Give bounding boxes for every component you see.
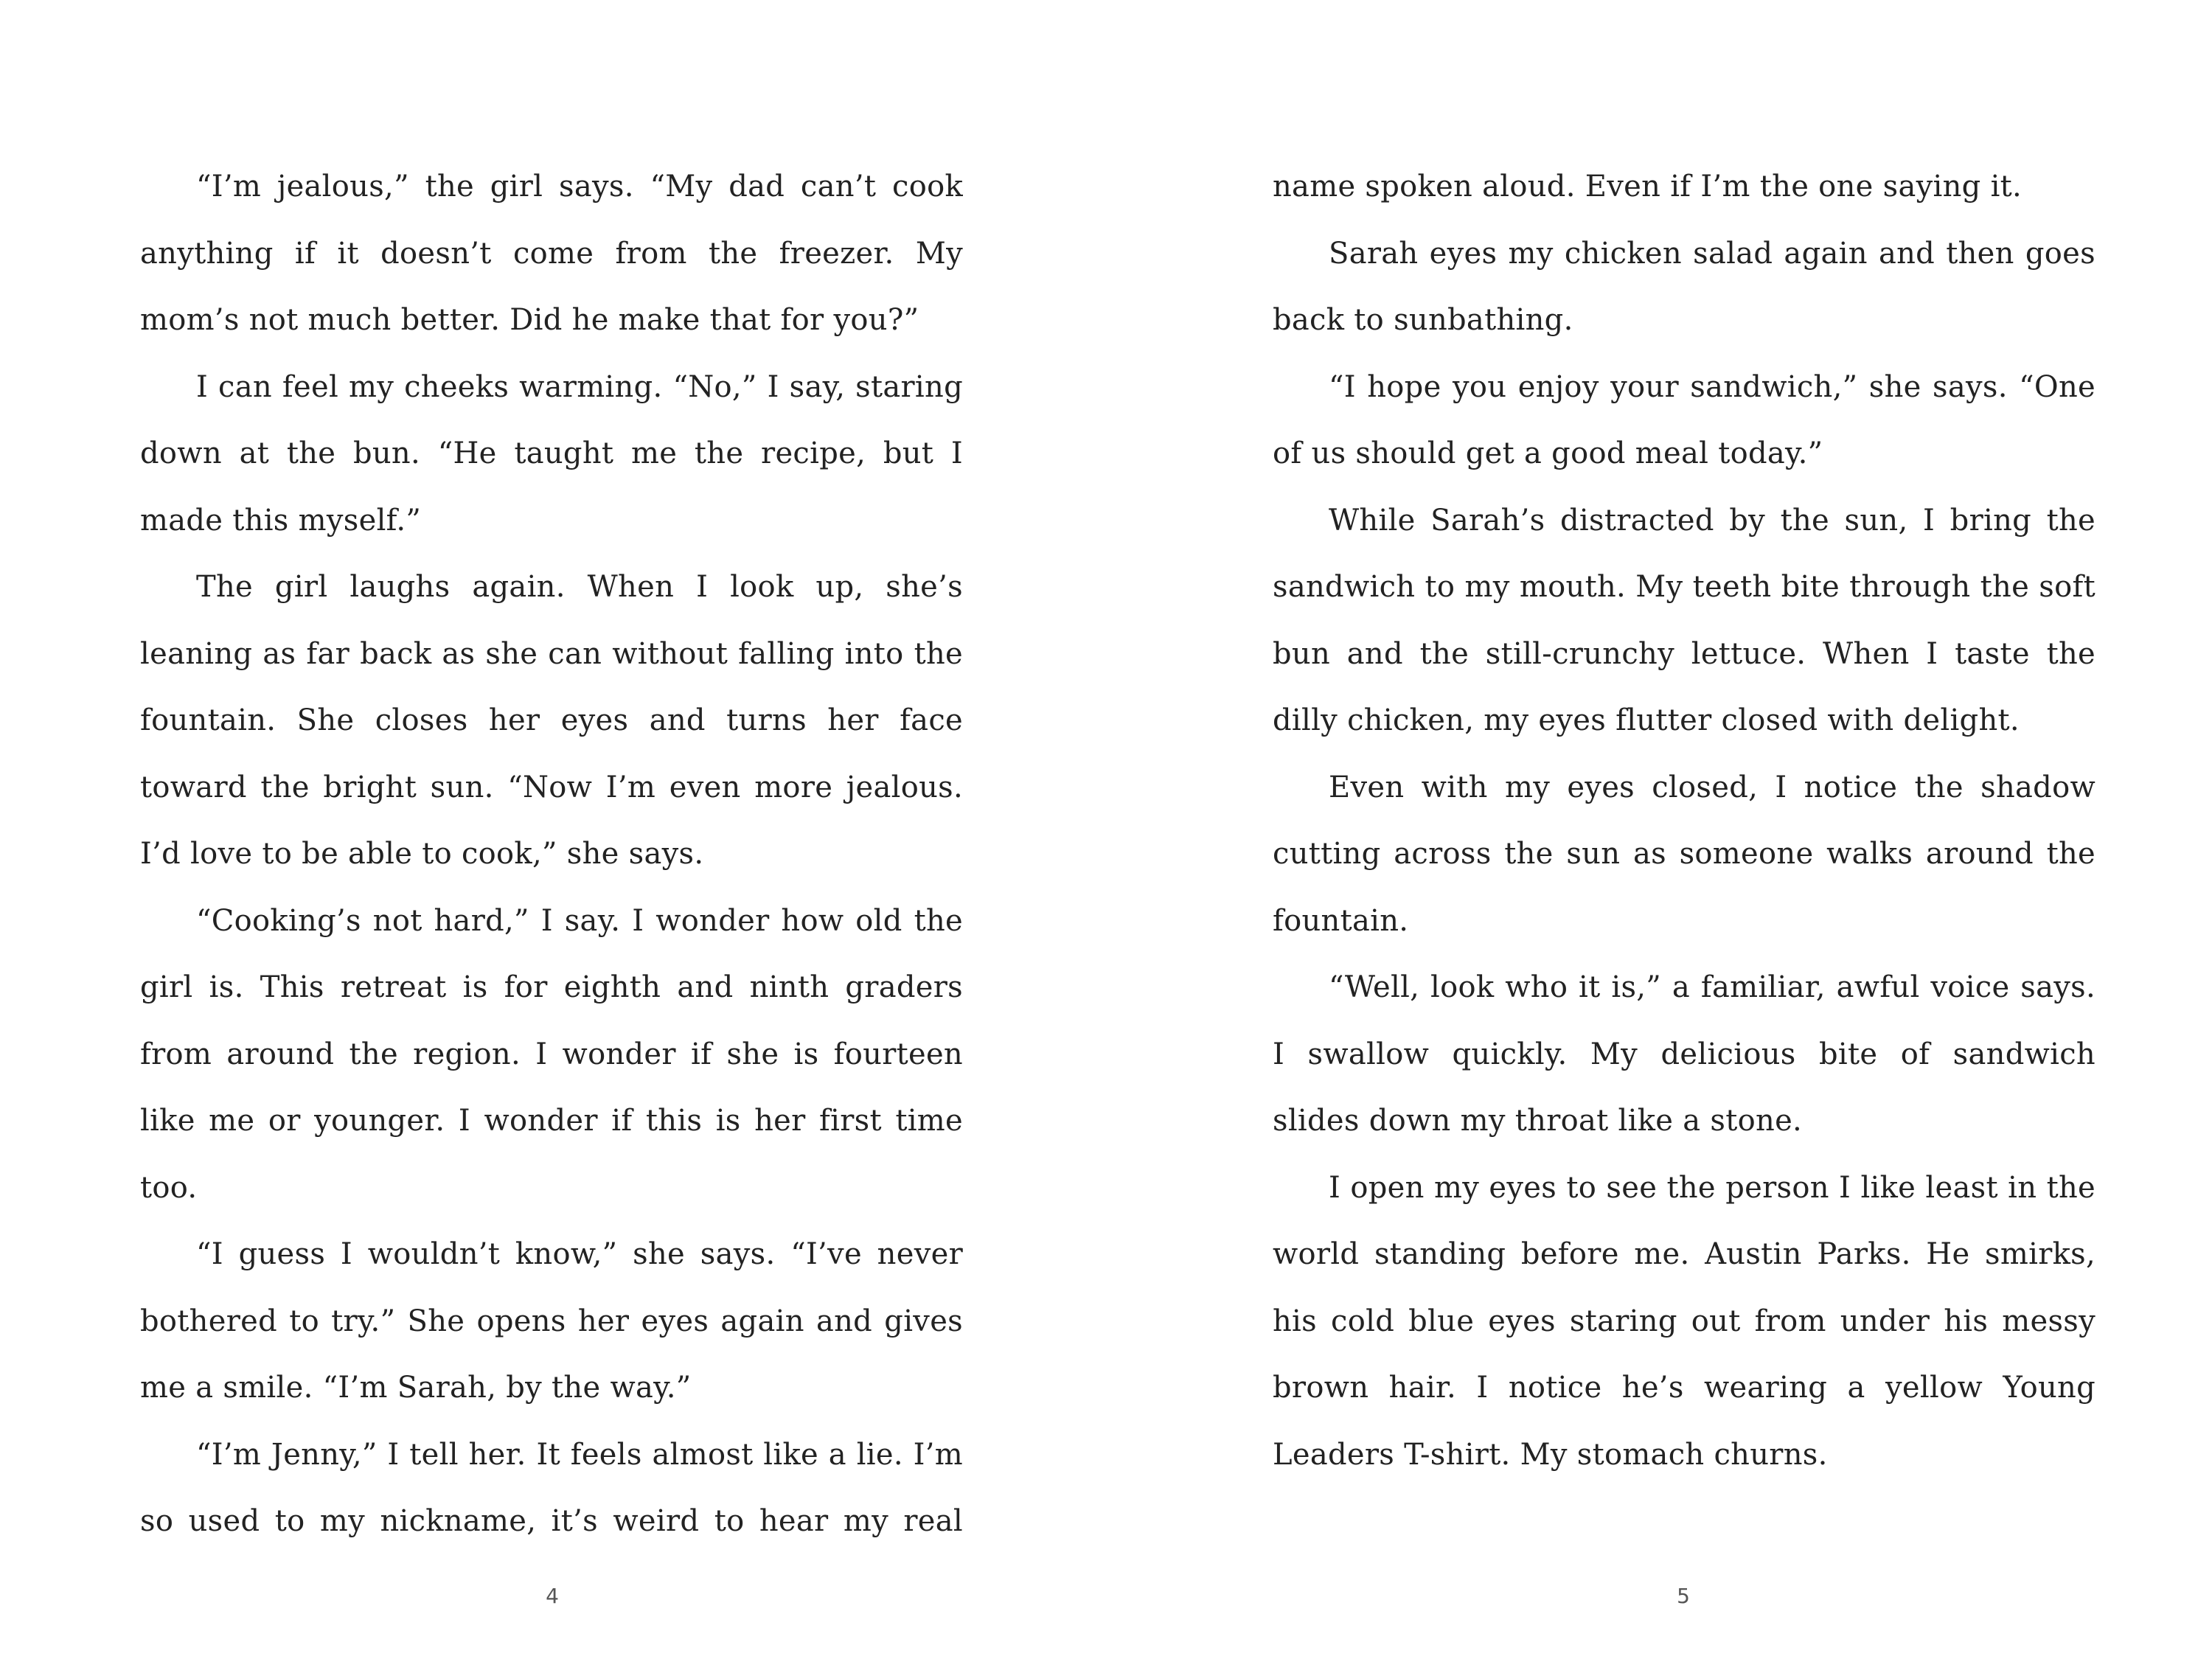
- paragraph: While Sarah’s distracted by the sun, I bring the sandwich to my mouth. My teeth bite through the soft bun and the still-crunchy lettuce. When I taste the dilly chicken, my eyes flutter closed with delight.: [1273, 503, 2096, 737]
- paragraph-continuation: name spoken aloud. Even if I’m the one saying it.: [1273, 170, 2023, 204]
- paragraph: Sarah eyes my chicken salad again and then goes back to sunbathing.: [1273, 236, 2096, 337]
- paragraph: “I guess I wouldn’t know,” she says. “I’ve never bothered to try.” She opens her eyes again and gives me a smile. “I’m Sarah, by the way.”: [140, 1237, 963, 1405]
- paragraph: “Cooking’s not hard,” I say. I wonder how old the girl is. This retreat is for eighth and ninth graders from around the region. I wonder if she is fourteen like me or younger. I wonder if this is her first time too.: [140, 903, 963, 1205]
- paragraph: I can feel my cheeks warming. “No,” I say, staring down at the bun. “He taught me the recipe, but I made this myself.”: [140, 369, 963, 538]
- paragraph: “I hope you enjoy your sandwich,” she says. “One of us should get a good meal today.”: [1273, 369, 2096, 470]
- right-page: [1106, 0, 2212, 1659]
- paragraph: “I’m jealous,” the girl says. “My dad can’t cook anything if it doesn’t come from the freezer. My mom’s not much better. Did he make that for you?”: [140, 170, 963, 337]
- left-page-text: [140, 153, 963, 1555]
- page-number: 5: [1677, 1584, 1690, 1608]
- paragraph: I open my eyes to see the person I like least in the world standing before me. Austin Parks. He smirks, his cold blue eyes staring out from under his messy brown hair. I notice he’s wearing a yellow Young Leaders T-shirt. My stomach churns.: [1273, 1170, 2096, 1472]
- right-page-text: [1273, 153, 2096, 1488]
- page-number: 4: [546, 1584, 559, 1608]
- paragraph: The girl laughs again. When I look up, she’s leaning as far back as she can without falling into the fountain. She closes her eyes and turns her face toward the bright sun. “Now I’m even more jealous. I’d love to be able to cook,” she says.: [140, 570, 963, 871]
- paragraph: “I’m Jenny,” I tell her. It feels almost like a lie. I’m so used to my nickname, it’s weird to hear my real: [140, 1437, 963, 1538]
- paragraph: “Well, look who it is,” a familiar, awful voice says. I swallow quickly. My delicious bite of sandwich slides down my throat like a stone.: [1273, 970, 2096, 1138]
- paragraph: Even with my eyes closed, I notice the shadow cutting across the sun as someone walks around the fountain.: [1273, 770, 2096, 938]
